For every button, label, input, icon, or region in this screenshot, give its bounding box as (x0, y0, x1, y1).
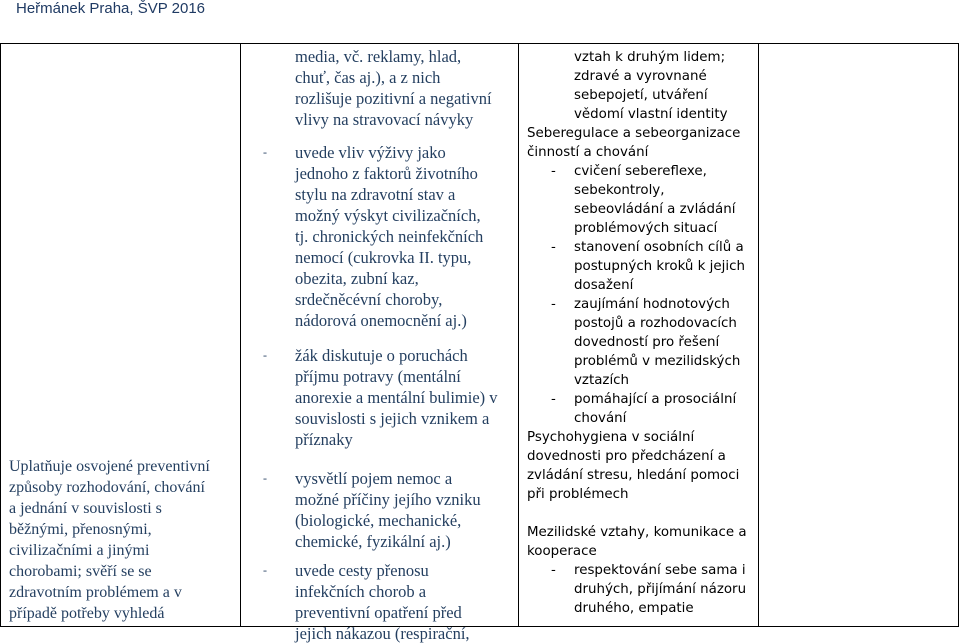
text-line: při problémech (527, 487, 629, 502)
text-line: vědomí vlastní identity (574, 107, 728, 122)
topic-paragraph (527, 428, 753, 504)
intro-paragraph (527, 48, 753, 124)
text-line: infekčních chorob a (295, 582, 427, 601)
dash-marker: - (551, 297, 556, 312)
text-line: stylu na zdravotní stav a (295, 185, 456, 204)
text-line: nádorová onemocnění aj.) (295, 311, 467, 330)
outcome-line: chorobami; svěří se se (9, 563, 152, 580)
text-line: uvede cesty přenosu (295, 561, 429, 580)
outcome-item (263, 345, 521, 450)
text-line: tj. chronických neinfekčních (295, 227, 484, 246)
outcome-line: běžnými, přenosnými, (9, 521, 152, 538)
text-line: chuť, čas aj.), a z nich (295, 68, 441, 87)
text-line: žák diskutuje o poruchách (295, 346, 468, 365)
dash-marker: - (263, 145, 267, 159)
text-line: postupných kroků k jejich (574, 259, 745, 274)
text-line: kooperace (527, 544, 597, 559)
text-line: zaujímání hodnotových (574, 297, 730, 312)
text-line: problémů v mezilidských (574, 354, 741, 369)
text-line: problémových situací (574, 221, 718, 236)
text-line: rozlišuje pozitivní a negativní (295, 89, 492, 108)
outcome-item (263, 142, 521, 331)
text-line: jejich nákazou (respirační, (295, 624, 470, 643)
text-line: dovednosti pro předcházení a (527, 449, 726, 464)
outcome-line: civilizačními a jinými (9, 542, 150, 559)
text-line: možný výskyt civilizačních, (295, 206, 481, 225)
bullet-item (527, 162, 753, 238)
text-line: druhých, přijímání názoru (574, 582, 747, 597)
curriculum-table (0, 43, 959, 643)
text-line: příznaky (295, 430, 353, 449)
text-line: respektování sebe sama i (574, 563, 746, 578)
text-line: dovedností pro řešení (574, 335, 720, 350)
text-line: uvede vliv výživy jako (295, 143, 446, 162)
outcome-line: způsoby rozhodování, chování (9, 479, 205, 496)
text-line: cvičení sebereflexe, (574, 164, 707, 179)
dash-marker: - (263, 348, 267, 362)
text-line: preventivní opatření před (295, 603, 462, 622)
dash-marker: - (551, 563, 556, 578)
lead-paragraph (263, 46, 521, 130)
school-outcomes-cell (263, 46, 521, 644)
dash-marker: - (551, 164, 556, 179)
text-line: vztazích (574, 373, 630, 388)
text-line: možné příčiny jejího vzniku (295, 490, 481, 509)
text-line: postojů a rozhodovacích (574, 316, 737, 331)
text-line: Psychohygiena v sociální (527, 430, 695, 445)
text-line: příjmu potravy (mentální (295, 367, 461, 386)
text-line: (biologické, mechanické, (295, 511, 462, 530)
text-line: obezita, zubní kaz, (295, 269, 419, 288)
text-line: stanovení osobních cílů a (574, 240, 744, 255)
outcome-item (263, 468, 521, 552)
dash-marker: - (263, 471, 267, 485)
outcome-item (263, 560, 521, 644)
text-line: jednoho z faktorů životního (295, 164, 478, 183)
text-line: media, vč. reklamy, hlad, (295, 47, 462, 66)
bullet-item (527, 238, 753, 295)
text-line: sebepojetí, utváření (574, 88, 708, 103)
text-line: sebekontroly, (574, 183, 665, 198)
dash-marker: - (551, 240, 556, 255)
text-line: srdečněcévní choroby, (295, 290, 443, 309)
text-line: nemocí (cukrovka II. typu, (295, 248, 472, 267)
text-line: vztah k druhým lidem; (574, 50, 726, 65)
text-line: vlivy na stravovací návyky (295, 110, 474, 129)
topic-heading: Seberegulace a sebeorganizace (527, 126, 741, 141)
bullet-item (527, 295, 753, 390)
text-line: Mezilidské vztahy, komunikace a (527, 525, 747, 540)
text-line: druhého, empatie (574, 601, 694, 616)
expected-outcome-cell (9, 456, 237, 624)
bullet-item (527, 390, 753, 428)
outcome-line: zdravotním problémem a v (9, 584, 182, 601)
topic-heading: činností a chování (527, 145, 649, 160)
text-line: chování (574, 411, 627, 426)
text-line: vysvětlí pojem nemoc a (295, 469, 453, 488)
cross-curricular-topics-cell (527, 48, 753, 618)
topic-paragraph (527, 523, 753, 561)
text-line: zvládání stresu, hledání pomoci (527, 468, 740, 483)
dash-marker: - (263, 563, 267, 577)
text-line: sebeovládání a zvládání (574, 202, 736, 217)
page-header: Heřmánek Praha, ŠVP 2016 (16, 0, 206, 17)
bullet-item (527, 561, 753, 618)
outcome-line: případě potřeby vyhledá (9, 605, 165, 622)
outcome-line: a jednání v souvislosti s (9, 500, 162, 517)
dash-marker: - (551, 392, 556, 407)
text-line: dosažení (574, 278, 634, 293)
column-divider (240, 44, 241, 626)
text-line: anorexie a mentální bulimie) v (295, 388, 498, 407)
text-line: souvislosti s jejich vznikem a (295, 409, 490, 428)
column-divider (758, 44, 759, 626)
outcome-line: Uplatňuje osvojené preventivní (9, 458, 210, 475)
text-line: chemické, fyzikální aj.) (295, 532, 451, 551)
text-line: zdravé a vyrovnané (574, 69, 707, 84)
text-line: pomáhající a prosociální (574, 392, 737, 407)
